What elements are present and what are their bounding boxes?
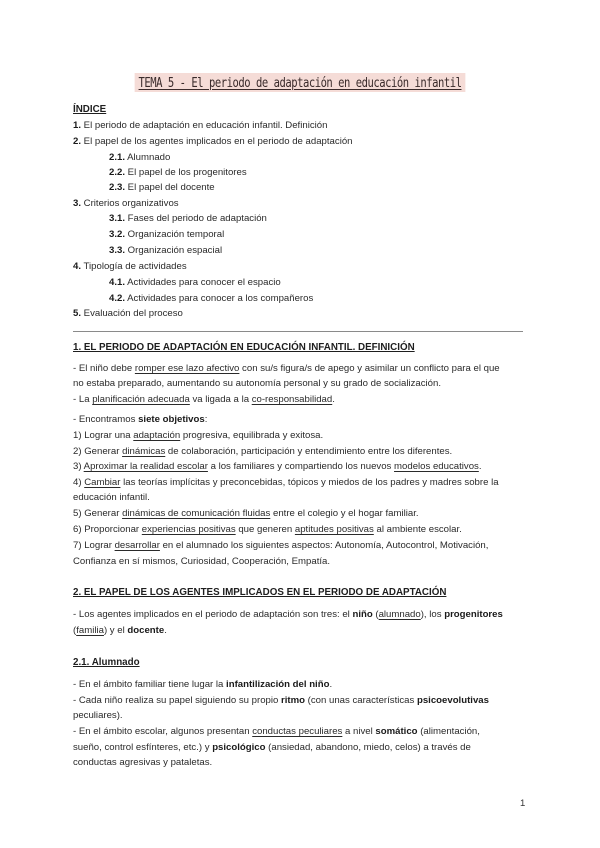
objective-item: 5) Generar dinámicas de comunicación fluidas entre el colegio y el hogar familiar. [73,508,419,519]
index-item: 2.3. El papel del docente [109,182,215,193]
objective-item: 2) Generar dinámicas de colaboración, participación y entendimiento entre los diferentes. [73,446,453,457]
section-1-heading: 1. EL PERIODO DE ADAPTACIÓN EN EDUCACIÓN INFANTIL. DEFINICIÓN [73,342,415,353]
index-item: 3.1. Fases del periodo de adaptación [109,213,267,224]
paragraph: - La planificación adecuada va ligada a la co-responsabilidad. [73,394,335,405]
objective-item: 4) Cambiar las teorías implícitas y preconcebidas, tópicos y miedos de los padres y madres sobre la [73,477,499,488]
paragraph: no estaba preparado, aumentando su autonomía personal y su grado de socialización. [73,378,442,389]
paragraph: - Encontramos siete objetivos: [73,414,208,425]
objective-item: 6) Proporcionar experiencias positivas que generen aptitudes positivas al ambiente escolar. [73,524,462,535]
index-item: 3. Criterios organizativos [73,198,179,209]
index-item: 4.1. Actividades para conocer el espacio [109,277,281,288]
objective-item: 3) Aproximar la realidad escolar a los familiares y compartiendo los nuevos modelos educativos. [73,461,482,472]
index-item: 1. El periodo de adaptación en educación infantil. Definición [73,120,328,131]
subsection-2-1-heading: 2.1. Alumnado [73,657,140,668]
objective-item: 7) Lograr desarrollar en el alumnado los siguientes aspectos: Autonomía, Autocontrol, Motivación, [73,540,489,551]
paragraph: - Los agentes implicados en el periodo de adaptación son tres: el niño (alumnado), los progenitores [73,609,503,620]
index-item: 4. Tipología de actividades [73,261,187,272]
index-item: 3.2. Organización temporal [109,229,225,240]
index-item: 2.1. Alumnado [109,152,171,163]
index-item: 2.2. El papel de los progenitores [109,167,247,178]
page-number: 1 [520,798,526,809]
paragraph: - En el ámbito escolar, algunos presentan conductas peculiares a nivel somático (alimentación, [73,726,480,737]
document-title: TEMA 5 - El periodo de adaptación en educación infantil [135,73,466,92]
index-item: 2. El papel de los agentes implicados en el periodo de adaptación [73,136,353,147]
paragraph: - El niño debe romper ese lazo afectivo con su/s figura/s de apego y asimilar un conflicto para el que [73,363,500,374]
paragraph: conductas agresivas y pataletas. [73,757,213,768]
index-item: 4.2. Actividades para conocer a los compañeros [109,293,314,304]
paragraph: - En el ámbito familiar tiene lugar la infantilización del niño. [73,679,333,690]
objective-item: educación infantil. [73,492,150,503]
index-heading: ÍNDICE [73,104,107,115]
index-item: 5. Evaluación del proceso [73,308,183,319]
paragraph: (familia) y el docente. [73,625,167,636]
paragraph: sueño, control esfínteres, etc.) y psicológico (ansiedad, abandono, miedo, celos) a través de [73,742,471,753]
paragraph: - Cada niño realiza su papel siguiendo su propio ritmo (con unas características psicoevolutivas [73,695,489,706]
divider [73,331,523,332]
title-block [0,73,600,92]
paragraph: peculiares). [73,710,123,721]
objective-item: 1) Lograr una adaptación progresiva, equilibrada y exitosa. [73,430,324,441]
section-2-heading: 2. EL PAPEL DE LOS AGENTES IMPLICADOS EN EL PERIODO DE ADAPTACIÓN [73,587,447,598]
index-item: 3.3. Organización espacial [109,245,223,256]
objective-item: Confianza en sí mismos, Curiosidad, Cooperación, Empatía. [73,556,331,567]
